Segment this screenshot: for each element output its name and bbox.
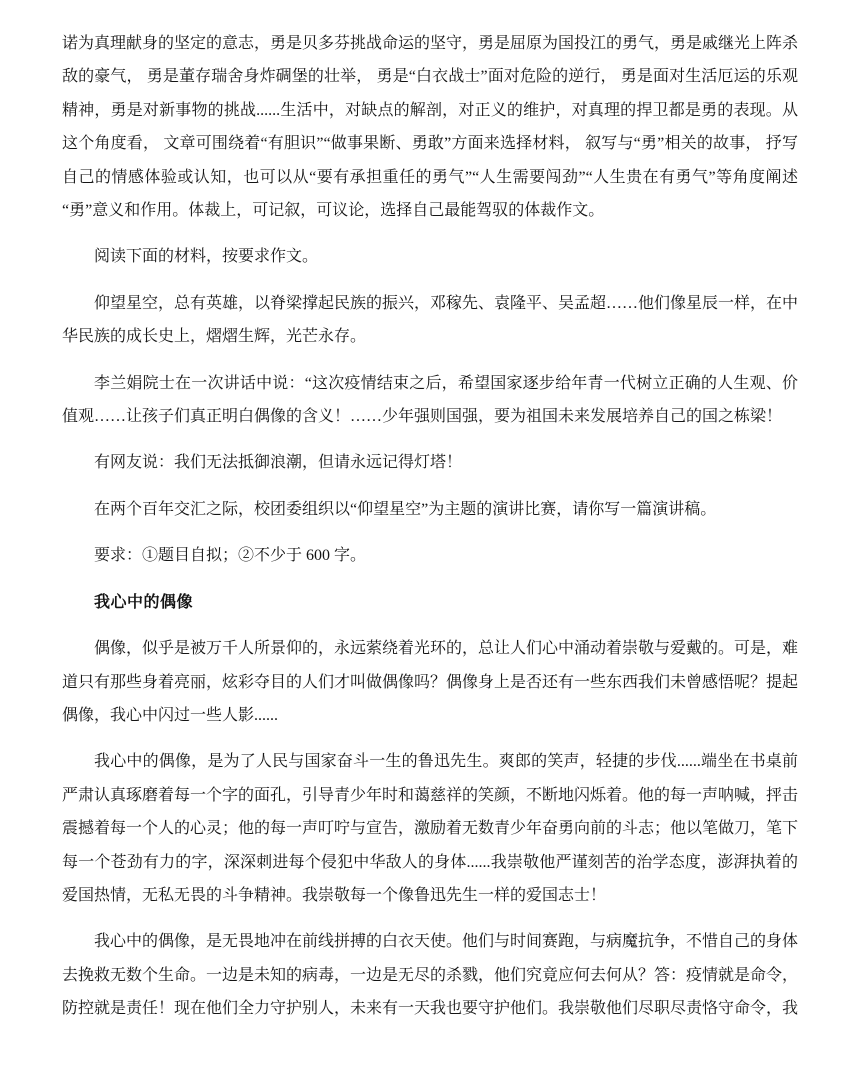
paragraph: 李兰娟院士在一次讲话中说：“这次疫情结束之后，希望国家逐步给年青一代树立正确的人生观、价值观……让孩子们真正明白偶像的含义！……少年强则国强，要为祖国未来发展培养自己的国之栋梁！ bbox=[62, 374, 798, 426]
document-content bbox=[62, 27, 798, 1026]
paragraph: 在两个百年交汇之际，校团委组织以“仰望星空”为主题的演讲比赛，请你写一篇演讲稿。 bbox=[94, 500, 717, 518]
paragraph: 阅读下面的材料，按要求作文。 bbox=[94, 248, 319, 266]
paragraph: 我心中的偶像，是无畏地冲在前线拼搏的白衣天使。他们与时间赛跑，与病魔抗争，不惜自己的身体去挽救无数个生命。一边是未知的病毒，一边是无尽的杀戮，他们究竟应何去何从？答：疫情就是命令，防控就是责任！现在他们全力守护别人，未来有一天我也要守护他们。我崇敬他们尽职尽责恪守命令，我 bbox=[62, 933, 799, 1018]
paragraph: 偶像，似乎是被万千人所景仰的，永远萦绕着光环的，总让人们心中涌动着崇敬与爱戴的。可是，难道只有那些身着亮丽，炫彩夺目的人们才叫做偶像吗？偶像身上是否还有一些东西我们未曾感悟呢？提起偶像，我心中闪过一些人影...... bbox=[62, 640, 799, 724]
paragraph: 有网友说：我们无法抵御浪潮，但请永远记得灯塔！ bbox=[94, 454, 463, 472]
paragraph: 诺为真理献身的坚定的意志，勇是贝多芬挑战命运的坚守，勇是屈原为国投江的勇气，勇是戚继光上阵杀敌的豪气， 勇是董存瑞舍身炸碉堡的壮举， 勇是“白衣战士”面对危险的逆行， 勇是面对生活厄运的乐观精神，勇是对新事物的挑战......生活中，对缺点的解剖，对正义的维护，对真理的捍卫都是勇的表现。从这个角度看， 文章可围绕着“有胆识”“做事果断、勇敢”方面来选择材料， 叙写与“勇”相关的故事， 抒写自己的情感体验或认知，也可以从“要有承担重任的勇气”“人生需要闯劲”“人生贵在有勇气”等角度阐述“勇”意义和作用。体裁上，可记叙，可议论，选择自己最能驾驭的体裁作文。 bbox=[62, 35, 799, 220]
paragraph: 仰望星空，总有英雄，以脊梁撑起民族的振兴，邓稼先、袁隆平、吴孟超……他们像星辰一样，在中华民族的成长史上，熠熠生辉，光芒永存。 bbox=[62, 294, 799, 346]
essay-title: 我心中的偶像 bbox=[94, 593, 194, 611]
paragraph: 要求：①题目自拟；②不少于 600 字。 bbox=[94, 547, 367, 565]
paragraph: 我心中的偶像，是为了人民与国家奋斗一生的鲁迅先生。爽郎的笑声，轻捷的步伐......端坐在书桌前严肃认真琢磨着每一个字的面孔，引导青少年时和蔼慈祥的笑颜，不断地闪烁着。他的每一声呐喊，抨击震撼着每一个人的心灵；他的每一声叮咛与宣告，激励着无数青少年奋勇向前的斗志；他以笔做刀，笔下每一个苍劲有力的字，深深刺进每个侵犯中华敌人的身体......我崇敬他严谨刻苦的治学态度，澎湃执着的爱国热情，无私无畏的斗争精神。我崇敬每一个像鲁迅先生一样的爱国志士！ bbox=[62, 753, 799, 904]
